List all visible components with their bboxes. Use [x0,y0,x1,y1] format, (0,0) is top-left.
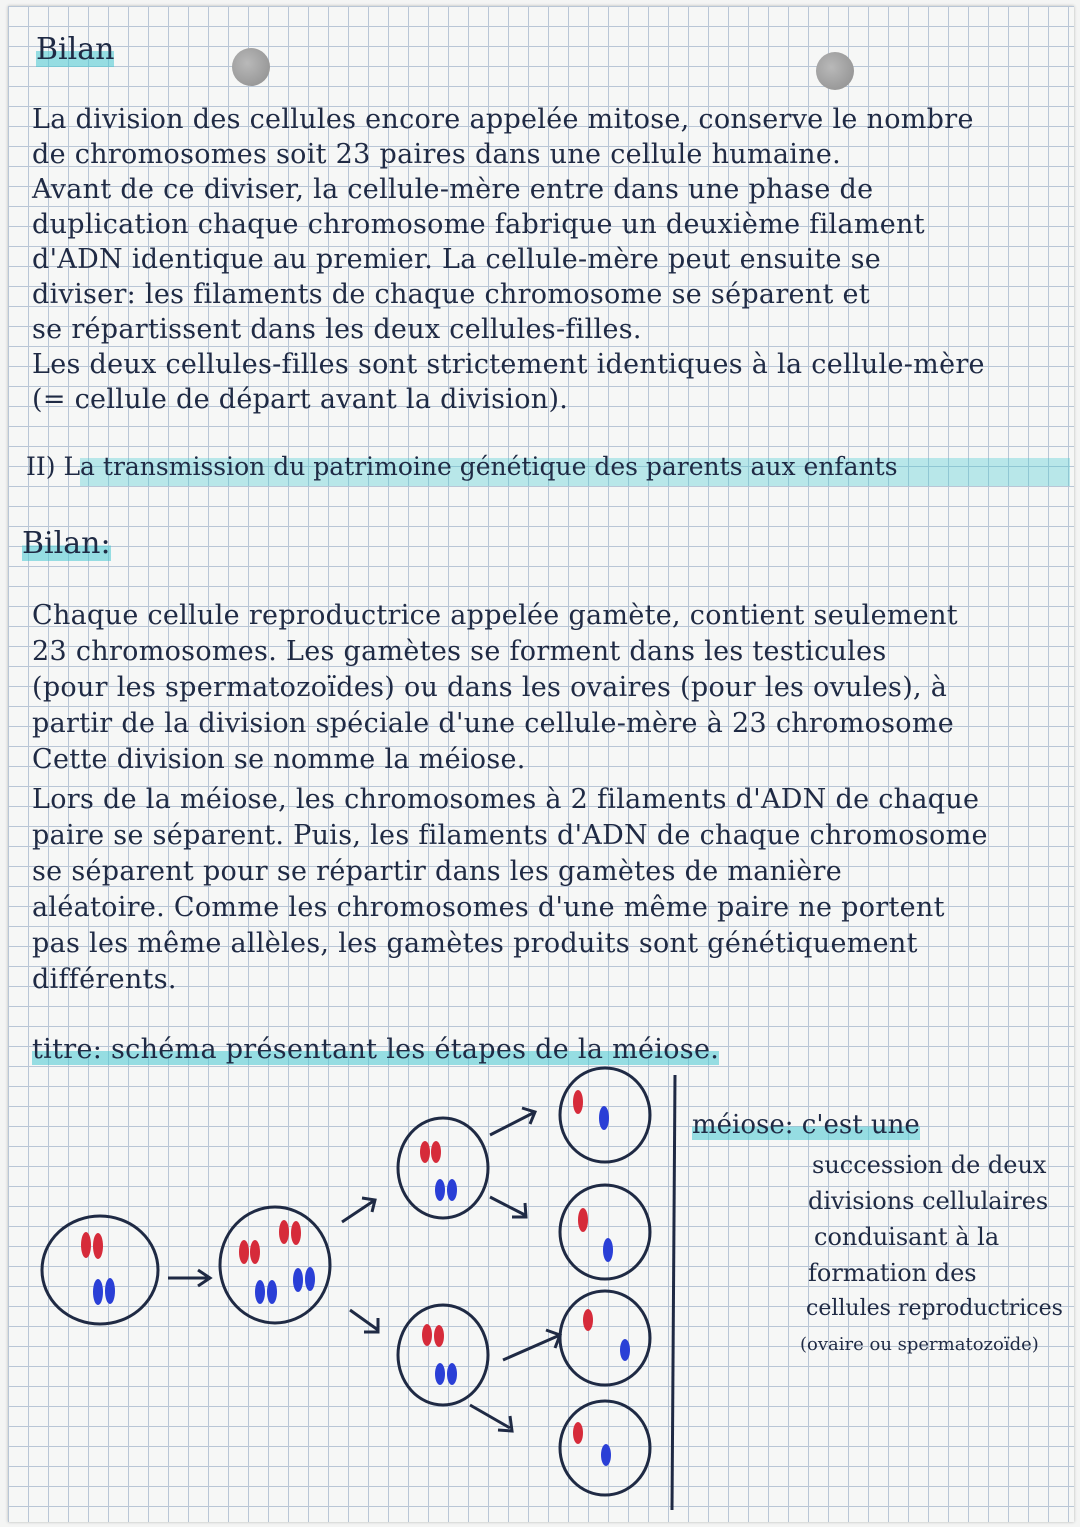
text-line: duplication chaque chromosome fabrique un deuxième filament [32,209,925,240]
definition-line: succession de deux [812,1151,1047,1179]
text-line: Lors de la méiose, les chromosomes à 2 filaments d'ADN de chaque [32,784,980,815]
text-line: de chromosomes soit 23 paires dans une cellule humaine. [32,139,842,170]
schema-title: titre: schéma présentant les étapes de la méiose. [32,1034,720,1065]
text-line: différents. [32,964,177,995]
cell-gamete [560,1291,650,1385]
definition-line: formation des [808,1259,977,1287]
definition-line: divisions cellulaires [808,1187,1049,1215]
text-line: 23 chromosomes. Les gamètes se forment dans les testicules [32,636,887,667]
text-line: Les deux cellules-filles sont strictement identiques à la cellule-mère [32,349,985,380]
arrow [168,1270,210,1286]
text-line: paire se séparent. Puis, les filaments d'ADN de chaque chromosome [32,820,988,851]
bilan-heading: Bilan: [22,526,111,561]
cell-duplicated [220,1207,330,1323]
arrow [503,1330,560,1360]
arrow [350,1310,378,1332]
arrow [342,1198,375,1222]
text-line: diviser: les filaments de chaque chromosome se séparent et [32,279,870,310]
arrow [470,1405,512,1431]
text-line: (pour les spermatozoïdes) ou dans les ovaires (pour les ovules), à [32,672,948,703]
text-line: Cette division se nomme la méiose. [32,744,526,775]
text-line: La division des cellules encore appelée mitose, conserve le nombre [32,104,974,135]
definition-line: méiose: c'est une [692,1110,920,1140]
cell-division-1 [398,1118,488,1218]
arrow [490,1108,535,1135]
definition-line: cellules reproductrices [806,1296,1063,1321]
text-line: se séparent pour se répartir dans les gamètes de manière [32,856,843,887]
cell-mother [42,1216,158,1324]
blue-chromosomes [93,1106,630,1466]
text-line: d'ADN identique au premier. La cellule-mère peut ensuite se [32,244,882,275]
bilan-heading: Bilan [36,32,115,67]
cell-gamete [560,1185,650,1279]
section-title: II) La transmission du patrimoine génétique des parents aux enfants [26,452,898,481]
text-line: Avant de ce diviser, la cellule-mère entre dans une phase de [32,174,874,205]
text-line: aléatoire. Comme les chromosomes d'une même paire ne portent [32,892,945,923]
text-line: partir de la division spéciale d'une cellule-mère à 23 chromosome [32,708,955,739]
text-line: pas les même allèles, les gamètes produits sont génétiquement [32,928,918,959]
definition-line: conduisant à la [814,1223,1000,1251]
text-line: se répartissent dans les deux cellules-filles. [32,314,642,345]
arrow [490,1197,526,1217]
text-line: Chaque cellule reproductrice appelée gamète, contient seulement [32,600,958,631]
text-line: (= cellule de départ avant la division). [32,384,569,415]
cell-division-1 [398,1305,488,1405]
separator-line [672,1075,675,1510]
definition-line: (ovaire ou spermatozoïde) [800,1334,1039,1355]
